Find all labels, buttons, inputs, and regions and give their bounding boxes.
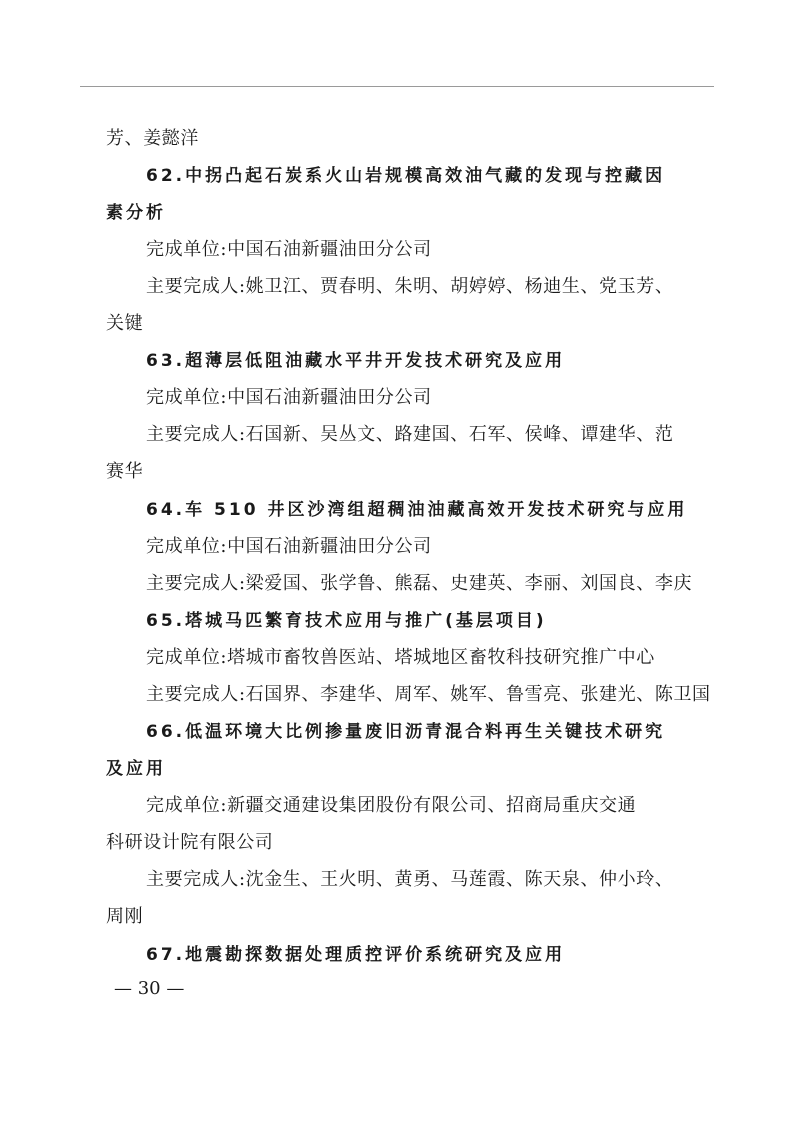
- main-contributors: 主要完成人:石国新、吴丛文、路建国、石军、侯峰、谭建华、范: [146, 424, 674, 445]
- completing-unit: 完成单位:中国石油新疆油田分公司: [146, 387, 432, 408]
- main-contributors: 主要完成人:沈金生、王火明、黄勇、马莲霞、陈天泉、仲小玲、: [146, 869, 674, 890]
- item-title-62-cont: 素分析: [106, 203, 166, 223]
- main-contributors-cont: 关键: [106, 313, 144, 334]
- main-contributors-cont: 赛华: [106, 461, 144, 482]
- completing-unit: 完成单位:中国石油新疆油田分公司: [146, 239, 432, 260]
- completing-unit-cont: 科研设计院有限公司: [106, 832, 274, 853]
- main-contributors: 主要完成人:石国界、李建华、周军、姚军、鲁雪亮、张建光、陈卫国: [146, 684, 711, 705]
- main-contributors: 主要完成人:梁爱国、张学鲁、熊磊、史建英、李丽、刘国良、李庆: [146, 573, 693, 594]
- item-title-66: 66.低温环境大比例掺量废旧沥青混合料再生关键技术研究: [146, 722, 666, 742]
- completing-unit: 完成单位:中国石油新疆油田分公司: [146, 536, 432, 557]
- page-number: — 30 —: [114, 978, 185, 999]
- item-title-66-cont: 及应用: [106, 759, 166, 779]
- body-line: 芳、姜懿洋: [106, 128, 199, 149]
- main-contributors: 主要完成人:姚卫江、贾春明、朱明、胡婷婷、杨迪生、党玉芳、: [146, 276, 674, 297]
- item-title-67: 67.地震勘探数据处理质控评价系统研究及应用: [146, 945, 566, 965]
- completing-unit: 完成单位:新疆交通建设集团股份有限公司、招商局重庆交通: [146, 795, 637, 816]
- completing-unit: 完成单位:塔城市畜牧兽医站、塔城地区畜牧科技研究推广中心: [146, 647, 655, 668]
- main-contributors-cont: 周刚: [106, 906, 144, 927]
- item-title-65: 65.塔城马匹繁育技术应用与推广(基层项目): [146, 611, 547, 631]
- item-title-62: 62.中拐凸起石炭系火山岩规模高效油气藏的发现与控藏因: [146, 166, 666, 186]
- header-rule: [80, 86, 714, 87]
- item-title-63: 63.超薄层低阻油藏水平井开发技术研究及应用: [146, 351, 566, 371]
- item-title-64: 64.车 510 井区沙湾组超稠油油藏高效开发技术研究与应用: [146, 500, 688, 520]
